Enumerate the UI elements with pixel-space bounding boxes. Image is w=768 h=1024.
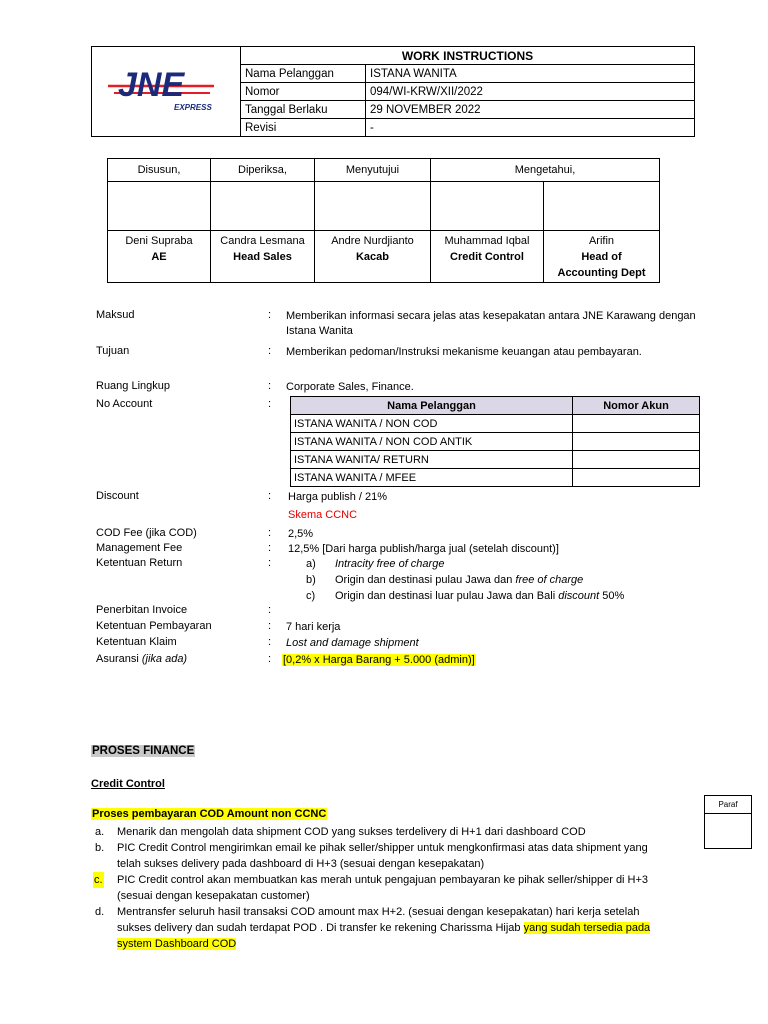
list-item-text: Menarik dan mengolah data shipment COD yang sukses terdelivery di H+1 dari dashboard COD xyxy=(117,826,586,838)
colon: : xyxy=(268,604,272,616)
table-row xyxy=(291,433,700,451)
account-header-name: Nama Pelanggan xyxy=(291,397,573,415)
list-item-mark: c. xyxy=(94,874,103,886)
list-item-text: system Dashboard COD xyxy=(117,938,237,950)
list-item-text: PIC Credit Control mengirimkan email ke pihak seller/shipper untuk mengkonfirmasi atas data shipment yang xyxy=(117,842,648,854)
cod-fee-label: COD Fee (jika COD) xyxy=(96,527,197,539)
list-item-text: Mentransfer seluruh hasil transaksi COD amount max H+2. (sesuai dengan kesepakatan) hari kerja setelah xyxy=(117,906,640,918)
jne-logo-icon xyxy=(96,56,236,128)
signer-1: Deni Supraba AE xyxy=(108,231,211,283)
list-item-text: PIC Credit control akan membuatkan kas merah untuk pengajuan pembayaran ke pihak seller/shipper di H+3 xyxy=(117,874,649,886)
penerbitan-invoice-label: Penerbitan Invoice xyxy=(96,604,188,616)
nama-pelanggan-label: Nama Pelanggan xyxy=(241,65,366,83)
management-fee-label: Management Fee xyxy=(96,542,183,554)
table-row xyxy=(291,469,700,487)
logo-cell xyxy=(92,47,241,137)
ruang-lingkup-value: Corporate Sales, Finance. xyxy=(286,381,414,393)
sub-heading: Credit Control xyxy=(91,778,165,790)
sig-header-menyutujui: Menyutujui xyxy=(315,159,431,182)
account-name-cell: ISTANA WANITA/ RETURN xyxy=(291,451,573,469)
colon: : xyxy=(268,620,272,632)
signer-4: Muhammad Iqbal Credit Control xyxy=(431,231,544,283)
asuransi-label: Asuransi (jika ada) xyxy=(96,653,188,665)
sig-header-disusun: Disusun, xyxy=(108,159,211,182)
tujuan-value: Memberikan pedoman/Instruksi mekanisme keuangan atau pembayaran. xyxy=(286,346,642,358)
sig-header-mengetahui: Mengetahui, xyxy=(431,159,660,182)
nomor-label: Nomor xyxy=(241,83,366,101)
colon: : xyxy=(268,345,272,357)
colon: : xyxy=(268,527,272,539)
account-number-cell xyxy=(573,433,700,451)
list-item-text: telah sukses delivery pada dashboard di H+3 (sesuai dengan kesepakatan) xyxy=(117,858,485,870)
ketentuan-klaim-value: Lost and damage shipment xyxy=(286,637,419,649)
tanggal-value: 29 NOVEMBER 2022 xyxy=(366,101,695,119)
colon: : xyxy=(268,380,272,392)
maksud-value: Memberikan informasi secara jelas atas kesepakatan antara JNE Karawang dengan Istana Wanita xyxy=(286,310,696,337)
signature-table xyxy=(107,158,660,283)
colon: : xyxy=(268,557,272,569)
ketentuan-klaim-label: Ketentuan Klaim xyxy=(96,636,177,648)
account-name-cell: ISTANA WANITA / MFEE xyxy=(291,469,573,487)
list-item-text: (sesuai dengan kesepakatan customer) xyxy=(117,890,310,902)
ketentuan-pembayaran-value: 7 hari kerja xyxy=(286,621,341,633)
colon: : xyxy=(268,636,272,648)
colon: : xyxy=(268,542,272,554)
return-item-mark: b) xyxy=(306,574,316,586)
revisi-value: - xyxy=(366,119,695,137)
list-item-mark: d. xyxy=(95,906,105,918)
signer-2: Candra Lesmana Head Sales xyxy=(211,231,315,283)
return-item-mark: a) xyxy=(306,558,316,570)
ketentuan-pembayaran-label: Ketentuan Pembayaran xyxy=(96,620,212,632)
maksud-label: Maksud xyxy=(96,309,135,321)
paraf-label: Paraf xyxy=(705,796,751,814)
doc-title: WORK INSTRUCTIONS xyxy=(241,47,695,65)
sig-space xyxy=(315,182,431,231)
no-account-label: No Account xyxy=(96,398,153,410)
svg-text:EXPRESS: EXPRESS xyxy=(174,102,212,112)
section-heading: PROSES FINANCE xyxy=(92,745,195,757)
colon: : xyxy=(268,490,272,502)
return-item-text: Origin dan destinasi luar pulau Jawa dan Bali discount 50% xyxy=(335,590,625,602)
account-name-cell: ISTANA WANITA / NON COD xyxy=(291,415,573,433)
asuransi-value: [0,2% x Harga Barang + 5.000 (admin)] xyxy=(283,654,475,666)
sig-space xyxy=(544,182,660,231)
list-item-mark: a. xyxy=(95,826,105,838)
process-title: Proses pembayaran COD Amount non CCNC xyxy=(92,808,327,820)
account-number-cell xyxy=(573,451,700,469)
nomor-value: 094/WI-KRW/XII/2022 xyxy=(366,83,695,101)
sig-space xyxy=(211,182,315,231)
return-item-text: Intracity free of charge xyxy=(335,558,445,570)
account-table xyxy=(290,396,700,487)
list-item-mark: b. xyxy=(95,842,105,854)
management-fee-value: 12,5% [Dari harga publish/harga jual (setelah discount)] xyxy=(288,543,559,555)
colon: : xyxy=(268,653,272,665)
colon: : xyxy=(268,309,272,321)
return-item-mark: c) xyxy=(306,590,316,602)
signer-3: Andre Nurdjianto Kacab xyxy=(315,231,431,283)
paraf-space xyxy=(705,814,751,848)
tanggal-label: Tanggal Berlaku xyxy=(241,101,366,119)
paraf-box xyxy=(704,795,752,849)
discount-note: Skema CCNC xyxy=(288,509,358,521)
account-name-cell: ISTANA WANITA / NON COD ANTIK xyxy=(291,433,573,451)
signer-5: Arifin Head of Accounting Dept xyxy=(544,231,660,283)
jne-logo xyxy=(96,56,236,128)
tujuan-label: Tujuan xyxy=(96,345,130,357)
list-item-text: sukses delivery dan sudah terdapat POD . Di transfer ke rekening Charissma Hijab yang sudah tersedia pada xyxy=(117,922,651,934)
account-number-cell xyxy=(573,415,700,433)
ketentuan-return-label: Ketentuan Return xyxy=(96,557,183,569)
return-item-text: Origin dan destinasi pulau Jawa dan free of charge xyxy=(335,574,584,586)
svg-text:JNE: JNE xyxy=(118,65,185,104)
revisi-label: Revisi xyxy=(241,119,366,137)
colon: : xyxy=(268,398,272,410)
nama-pelanggan-value: ISTANA WANITA xyxy=(366,65,695,83)
header-table xyxy=(91,46,695,137)
discount-value: Harga publish / 21% xyxy=(288,491,388,503)
table-row xyxy=(291,415,700,433)
sig-header-diperiksa: Diperiksa, xyxy=(211,159,315,182)
sig-space xyxy=(431,182,544,231)
account-header-number: Nomor Akun xyxy=(573,397,700,415)
ruang-lingkup-label: Ruang Lingkup xyxy=(96,380,171,392)
cod-fee-value: 2,5% xyxy=(288,528,314,540)
sig-space xyxy=(108,182,211,231)
table-row xyxy=(291,451,700,469)
discount-label: Discount xyxy=(96,490,139,502)
account-number-cell xyxy=(573,469,700,487)
